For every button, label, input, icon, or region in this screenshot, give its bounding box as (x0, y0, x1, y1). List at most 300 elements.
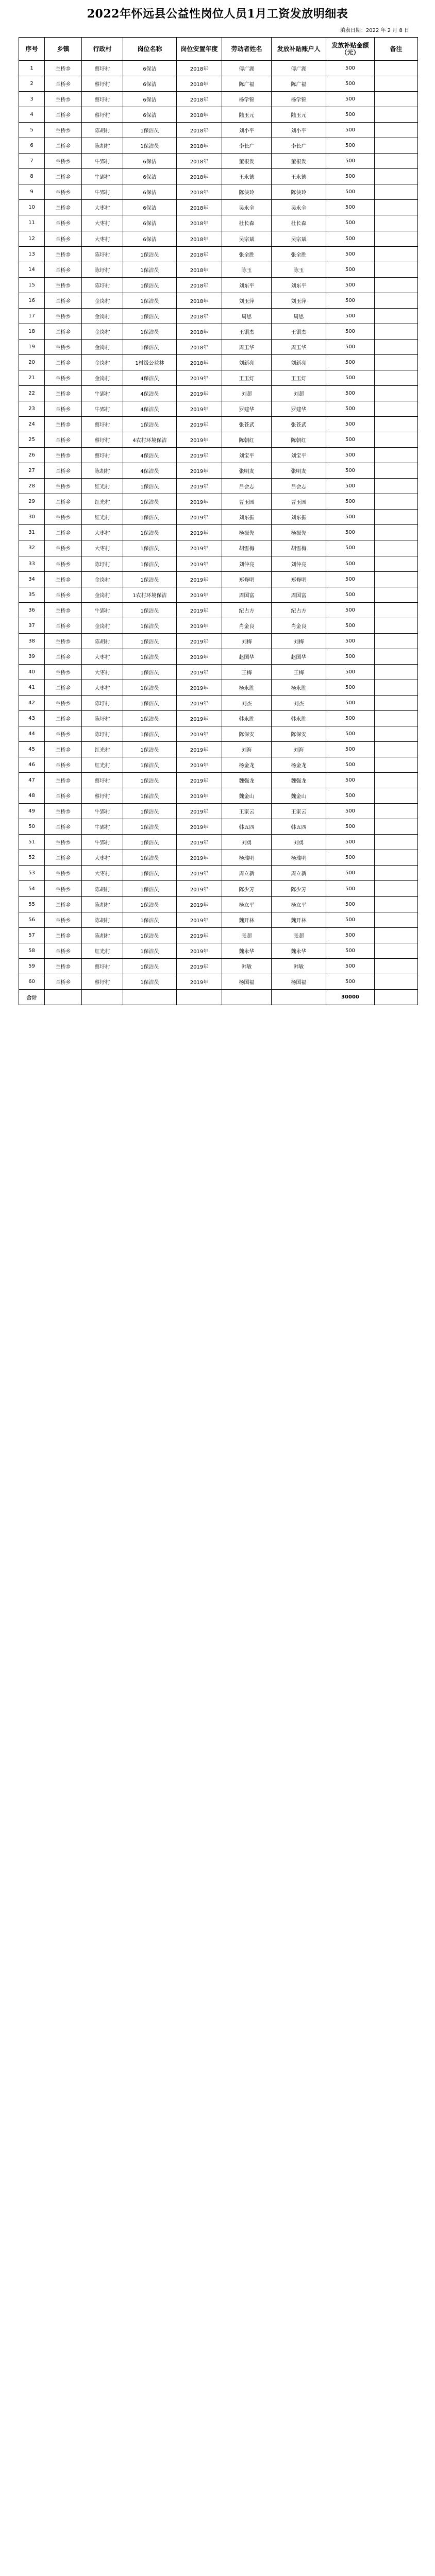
col-village-cell: 红光村 (82, 494, 123, 510)
col-post-cell: 6保洁 (123, 154, 177, 169)
col-town-cell: 兰桥乡 (45, 448, 82, 463)
table-row (19, 618, 418, 633)
col-year-cell: 2018年 (177, 184, 222, 200)
col-town-cell: 兰桥乡 (45, 742, 82, 757)
col-town-cell: 兰桥乡 (45, 200, 82, 215)
col-index-cell: 12 (19, 231, 45, 246)
col-year-cell: 2018年 (177, 277, 222, 293)
col-remark-cell (375, 401, 418, 417)
col-post-cell: 6保洁 (123, 200, 177, 215)
col-worker-cell: 杨金龙 (222, 757, 272, 773)
col-index-cell: 14 (19, 262, 45, 277)
col-remark-cell (375, 602, 418, 618)
col-remark-cell (375, 510, 418, 525)
col-amount-cell: 500 (326, 571, 375, 587)
col-village-cell: 红光村 (82, 943, 123, 958)
col-index-cell: 57 (19, 927, 45, 943)
col-town-cell: 兰桥乡 (45, 510, 82, 525)
col-account-cell: 刘超 (272, 385, 326, 401)
table-row (19, 354, 418, 370)
col-remark-cell (375, 231, 418, 246)
col-post-cell: 1保洁员 (123, 123, 177, 138)
col-index-cell: 39 (19, 649, 45, 664)
table-row (19, 200, 418, 215)
col-post-cell: 1保洁员 (123, 726, 177, 742)
col-index-cell: 22 (19, 385, 45, 401)
col-account-cell: 陈保安 (272, 726, 326, 742)
col-amount-cell: 500 (326, 757, 375, 773)
col-year-cell: 2019年 (177, 912, 222, 927)
col-index-cell: 29 (19, 494, 45, 510)
total-col-index-cell: 合计 (19, 989, 45, 1005)
col-worker-cell: 刘新亮 (222, 354, 272, 370)
col-year-cell: 2018年 (177, 324, 222, 339)
wage-table (19, 37, 418, 1005)
header-col-index: 序号 (19, 38, 45, 61)
col-remark-cell (375, 215, 418, 231)
col-town-cell: 兰桥乡 (45, 788, 82, 804)
col-amount-cell: 500 (326, 76, 375, 92)
col-village-cell: 牛郢村 (82, 602, 123, 618)
col-account-cell: 刘杰 (272, 695, 326, 710)
col-index-cell: 47 (19, 773, 45, 788)
col-post-cell: 1保洁员 (123, 540, 177, 556)
col-town-cell: 兰桥乡 (45, 540, 82, 556)
col-index-cell: 45 (19, 742, 45, 757)
col-account-cell: 杨学锦 (272, 92, 326, 107)
col-remark-cell (375, 695, 418, 710)
col-account-cell: 王梅 (272, 664, 326, 680)
col-index-cell: 50 (19, 819, 45, 835)
col-post-cell: 1农村环境保洁 (123, 587, 177, 602)
col-year-cell: 2018年 (177, 61, 222, 76)
col-year-cell: 2019年 (177, 448, 222, 463)
total-col-town-cell (45, 989, 82, 1005)
col-year-cell: 2018年 (177, 107, 222, 123)
col-year-cell: 2019年 (177, 958, 222, 974)
col-remark-cell (375, 525, 418, 540)
col-town-cell: 兰桥乡 (45, 123, 82, 138)
col-account-cell: 刘东平 (272, 277, 326, 293)
col-worker-cell: 魏金山 (222, 788, 272, 804)
col-remark-cell (375, 417, 418, 432)
col-year-cell: 2019年 (177, 866, 222, 881)
col-account-cell: 魏金山 (272, 788, 326, 804)
col-post-cell: 1保洁员 (123, 277, 177, 293)
col-amount-cell: 500 (326, 432, 375, 448)
col-town-cell: 兰桥乡 (45, 339, 82, 354)
col-year-cell: 2019年 (177, 494, 222, 510)
col-village-cell: 蔡圩村 (82, 61, 123, 76)
col-year-cell: 2019年 (177, 385, 222, 401)
col-post-cell: 6保洁 (123, 76, 177, 92)
col-post-cell: 1保洁员 (123, 710, 177, 726)
col-amount-cell: 500 (326, 881, 375, 896)
col-account-cell: 杨金龙 (272, 757, 326, 773)
col-account-cell: 杜长森 (272, 215, 326, 231)
col-worker-cell: 陆玉元 (222, 107, 272, 123)
col-amount-cell: 500 (326, 308, 375, 324)
col-worker-cell: 杨瑞明 (222, 850, 272, 866)
table-row (19, 710, 418, 726)
col-account-cell: 韩五四 (272, 819, 326, 835)
col-remark-cell (375, 76, 418, 92)
col-amount-cell: 500 (326, 896, 375, 912)
col-worker-cell: 傅广湖 (222, 61, 272, 76)
header-col-post: 岗位名称 (123, 38, 177, 61)
col-index-cell: 49 (19, 804, 45, 819)
col-post-cell: 1保洁员 (123, 571, 177, 587)
col-amount-cell: 500 (326, 61, 375, 76)
table-row (19, 726, 418, 742)
table-row (19, 835, 418, 850)
col-post-cell: 1保洁员 (123, 138, 177, 154)
col-index-cell: 19 (19, 339, 45, 354)
table-row (19, 231, 418, 246)
table-row (19, 246, 418, 262)
col-town-cell: 兰桥乡 (45, 293, 82, 308)
col-account-cell: 杨瑞明 (272, 850, 326, 866)
col-remark-cell (375, 556, 418, 571)
col-year-cell: 2019年 (177, 695, 222, 710)
table-row (19, 154, 418, 169)
col-amount-cell: 500 (326, 370, 375, 385)
col-post-cell: 1保洁员 (123, 788, 177, 804)
col-village-cell: 红光村 (82, 479, 123, 494)
col-village-cell: 陈胡村 (82, 927, 123, 943)
col-remark-cell (375, 850, 418, 866)
col-village-cell: 大枣村 (82, 680, 123, 695)
col-town-cell: 兰桥乡 (45, 680, 82, 695)
col-amount-cell: 500 (326, 850, 375, 866)
col-amount-cell: 500 (326, 943, 375, 958)
col-remark-cell (375, 277, 418, 293)
col-remark-cell (375, 463, 418, 479)
col-village-cell: 红光村 (82, 757, 123, 773)
header-col-town: 乡镇 (45, 38, 82, 61)
col-town-cell: 兰桥乡 (45, 850, 82, 866)
col-post-cell: 1保洁员 (123, 819, 177, 835)
table-row (19, 943, 418, 958)
col-village-cell: 金岗村 (82, 293, 123, 308)
col-village-cell: 蔡圩村 (82, 773, 123, 788)
col-year-cell: 2019年 (177, 726, 222, 742)
col-year-cell: 2018年 (177, 262, 222, 277)
col-remark-cell (375, 92, 418, 107)
table-row (19, 587, 418, 602)
col-town-cell: 兰桥乡 (45, 974, 82, 989)
col-post-cell: 4保洁员 (123, 463, 177, 479)
col-year-cell: 2019年 (177, 680, 222, 695)
col-worker-cell: 杨立平 (222, 896, 272, 912)
col-town-cell: 兰桥乡 (45, 726, 82, 742)
col-village-cell: 蔡圩村 (82, 432, 123, 448)
col-account-cell: 吴永全 (272, 200, 326, 215)
table-row (19, 556, 418, 571)
col-worker-cell: 刘仲亮 (222, 556, 272, 571)
document-title: 2022年怀远县公益性岗位人员1月工资发放明细表 (87, 7, 348, 21)
col-account-cell: 杨振先 (272, 525, 326, 540)
table-row (19, 138, 418, 154)
col-amount-cell: 500 (326, 649, 375, 664)
col-town-cell: 兰桥乡 (45, 881, 82, 896)
table-row (19, 432, 418, 448)
col-post-cell: 1保洁员 (123, 680, 177, 695)
col-year-cell: 2019年 (177, 881, 222, 896)
col-amount-cell: 500 (326, 231, 375, 246)
col-index-cell: 58 (19, 943, 45, 958)
col-account-cell: 刘小平 (272, 123, 326, 138)
col-year-cell: 2019年 (177, 927, 222, 943)
col-index-cell: 9 (19, 184, 45, 200)
col-remark-cell (375, 618, 418, 633)
col-index-cell: 37 (19, 618, 45, 633)
col-account-cell: 陆玉元 (272, 107, 326, 123)
col-town-cell: 兰桥乡 (45, 757, 82, 773)
col-village-cell: 金岗村 (82, 324, 123, 339)
col-amount-cell: 500 (326, 494, 375, 510)
col-village-cell: 金岗村 (82, 339, 123, 354)
col-remark-cell (375, 354, 418, 370)
table-row (19, 417, 418, 432)
col-amount-cell: 500 (326, 587, 375, 602)
col-worker-cell: 张超 (222, 927, 272, 943)
col-year-cell: 2019年 (177, 618, 222, 633)
col-village-cell: 陈胡村 (82, 138, 123, 154)
col-remark-cell (375, 138, 418, 154)
col-year-cell: 2019年 (177, 710, 222, 726)
col-remark-cell (375, 571, 418, 587)
table-row (19, 277, 418, 293)
col-town-cell: 兰桥乡 (45, 866, 82, 881)
col-post-cell: 1保洁员 (123, 757, 177, 773)
col-village-cell: 红光村 (82, 742, 123, 757)
col-village-cell: 牛郢村 (82, 835, 123, 850)
col-index-cell: 23 (19, 401, 45, 417)
col-village-cell: 牛郢村 (82, 184, 123, 200)
col-index-cell: 44 (19, 726, 45, 742)
col-remark-cell (375, 432, 418, 448)
col-worker-cell: 赵国华 (222, 649, 272, 664)
col-post-cell: 1保洁员 (123, 835, 177, 850)
table-row (19, 339, 418, 354)
col-year-cell: 2018年 (177, 308, 222, 324)
col-index-cell: 17 (19, 308, 45, 324)
header-col-account: 发放补贴账户人 (272, 38, 326, 61)
col-worker-cell: 吕会志 (222, 479, 272, 494)
col-village-cell: 大枣村 (82, 525, 123, 540)
col-year-cell: 2018年 (177, 123, 222, 138)
col-index-cell: 2 (19, 76, 45, 92)
col-account-cell: 魏强龙 (272, 773, 326, 788)
col-account-cell: 傅广湖 (272, 61, 326, 76)
col-village-cell: 牛郢村 (82, 819, 123, 835)
col-village-cell: 大枣村 (82, 231, 123, 246)
col-year-cell: 2018年 (177, 154, 222, 169)
col-town-cell: 兰桥乡 (45, 835, 82, 850)
col-remark-cell (375, 308, 418, 324)
col-post-cell: 1保洁员 (123, 246, 177, 262)
col-town-cell: 兰桥乡 (45, 773, 82, 788)
col-amount-cell: 500 (326, 385, 375, 401)
col-town-cell: 兰桥乡 (45, 958, 82, 974)
table-row (19, 463, 418, 479)
col-worker-cell: 张苍武 (222, 417, 272, 432)
col-index-cell: 41 (19, 680, 45, 695)
col-post-cell: 1保洁员 (123, 850, 177, 866)
col-index-cell: 15 (19, 277, 45, 293)
col-amount-cell: 500 (326, 788, 375, 804)
col-account-cell: 陈侠玲 (272, 184, 326, 200)
table-row (19, 308, 418, 324)
col-post-cell: 1保洁员 (123, 695, 177, 710)
col-town-cell: 兰桥乡 (45, 896, 82, 912)
col-remark-cell (375, 184, 418, 200)
col-town-cell: 兰桥乡 (45, 354, 82, 370)
table-row (19, 819, 418, 835)
col-amount-cell: 500 (326, 354, 375, 370)
col-village-cell: 大枣村 (82, 649, 123, 664)
col-town-cell: 兰桥乡 (45, 943, 82, 958)
table-row (19, 773, 418, 788)
col-town-cell: 兰桥乡 (45, 401, 82, 417)
col-village-cell: 牛郢村 (82, 385, 123, 401)
col-worker-cell: 周玉华 (222, 339, 272, 354)
col-post-cell: 4农村环境保洁 (123, 432, 177, 448)
col-amount-cell: 500 (326, 726, 375, 742)
col-town-cell: 兰桥乡 (45, 246, 82, 262)
col-town-cell: 兰桥乡 (45, 262, 82, 277)
col-account-cell: 周国富 (272, 587, 326, 602)
col-year-cell: 2019年 (177, 757, 222, 773)
col-index-cell: 32 (19, 540, 45, 556)
col-amount-cell: 500 (326, 742, 375, 757)
col-index-cell: 13 (19, 246, 45, 262)
col-account-cell: 杨永胜 (272, 680, 326, 695)
col-town-cell: 兰桥乡 (45, 231, 82, 246)
col-index-cell: 4 (19, 107, 45, 123)
col-worker-cell: 刘杰 (222, 695, 272, 710)
table-row (19, 788, 418, 804)
col-remark-cell (375, 773, 418, 788)
col-amount-cell: 500 (326, 866, 375, 881)
col-post-cell: 6保洁 (123, 169, 177, 184)
col-village-cell: 金岗村 (82, 370, 123, 385)
table-row (19, 974, 418, 989)
col-year-cell: 2019年 (177, 804, 222, 819)
col-worker-cell: 刘海 (222, 742, 272, 757)
total-col-year-cell (177, 989, 222, 1005)
col-post-cell: 1保洁员 (123, 773, 177, 788)
col-post-cell: 6保洁 (123, 215, 177, 231)
col-remark-cell (375, 107, 418, 123)
col-worker-cell: 张全胜 (222, 246, 272, 262)
col-amount-cell: 500 (326, 154, 375, 169)
col-amount-cell: 500 (326, 680, 375, 695)
table-row (19, 850, 418, 866)
col-town-cell: 兰桥乡 (45, 633, 82, 649)
table-row (19, 695, 418, 710)
total-col-worker-cell (222, 989, 272, 1005)
col-town-cell: 兰桥乡 (45, 618, 82, 633)
col-post-cell: 1保洁员 (123, 479, 177, 494)
table-row (19, 881, 418, 896)
col-account-cell: 王家云 (272, 804, 326, 819)
col-post-cell: 1保洁员 (123, 649, 177, 664)
col-account-cell: 刘东振 (272, 510, 326, 525)
col-amount-cell: 500 (326, 958, 375, 974)
col-remark-cell (375, 154, 418, 169)
col-worker-cell: 刘超 (222, 385, 272, 401)
col-amount-cell: 500 (326, 169, 375, 184)
col-post-cell: 1保洁员 (123, 308, 177, 324)
col-post-cell: 6保洁 (123, 107, 177, 123)
col-year-cell: 2019年 (177, 602, 222, 618)
col-account-cell: 张超 (272, 927, 326, 943)
col-town-cell: 兰桥乡 (45, 912, 82, 927)
col-index-cell: 59 (19, 958, 45, 974)
col-post-cell: 1保洁员 (123, 866, 177, 881)
col-amount-cell: 500 (326, 510, 375, 525)
col-village-cell: 蔡圩村 (82, 417, 123, 432)
col-amount-cell: 500 (326, 710, 375, 726)
col-index-cell: 56 (19, 912, 45, 927)
col-village-cell: 金岗村 (82, 354, 123, 370)
col-amount-cell: 500 (326, 215, 375, 231)
total-col-village-cell (82, 989, 123, 1005)
col-year-cell: 2019年 (177, 835, 222, 850)
col-year-cell: 2018年 (177, 76, 222, 92)
col-post-cell: 1保洁员 (123, 943, 177, 958)
col-account-cell: 陈玉 (272, 262, 326, 277)
col-amount-cell: 500 (326, 974, 375, 989)
col-post-cell: 1保洁员 (123, 804, 177, 819)
col-year-cell: 2018年 (177, 293, 222, 308)
col-village-cell: 牛郢村 (82, 804, 123, 819)
col-village-cell: 金岗村 (82, 618, 123, 633)
table-row (19, 866, 418, 881)
col-year-cell: 2018年 (177, 92, 222, 107)
col-village-cell: 陈胡村 (82, 881, 123, 896)
col-account-cell: 刘梅 (272, 633, 326, 649)
col-account-cell: 董根发 (272, 154, 326, 169)
col-worker-cell: 刘梅 (222, 633, 272, 649)
col-year-cell: 2019年 (177, 649, 222, 664)
col-town-cell: 兰桥乡 (45, 308, 82, 324)
col-village-cell: 陈圩村 (82, 246, 123, 262)
col-index-cell: 26 (19, 448, 45, 463)
col-account-cell: 杨国福 (272, 974, 326, 989)
col-amount-cell: 500 (326, 664, 375, 680)
col-index-cell: 10 (19, 200, 45, 215)
col-post-cell: 4保洁员 (123, 448, 177, 463)
col-village-cell: 大枣村 (82, 664, 123, 680)
col-post-cell: 1保洁员 (123, 510, 177, 525)
col-amount-cell: 500 (326, 819, 375, 835)
col-remark-cell (375, 896, 418, 912)
col-worker-cell: 韩永胜 (222, 710, 272, 726)
col-amount-cell: 500 (326, 912, 375, 927)
col-town-cell: 兰桥乡 (45, 664, 82, 680)
col-remark-cell (375, 912, 418, 927)
col-remark-cell (375, 494, 418, 510)
col-worker-cell: 董根发 (222, 154, 272, 169)
col-post-cell: 1保洁员 (123, 324, 177, 339)
col-town-cell: 兰桥乡 (45, 819, 82, 835)
col-worker-cell: 周国富 (222, 587, 272, 602)
col-amount-cell: 500 (326, 401, 375, 417)
col-year-cell: 2019年 (177, 525, 222, 540)
